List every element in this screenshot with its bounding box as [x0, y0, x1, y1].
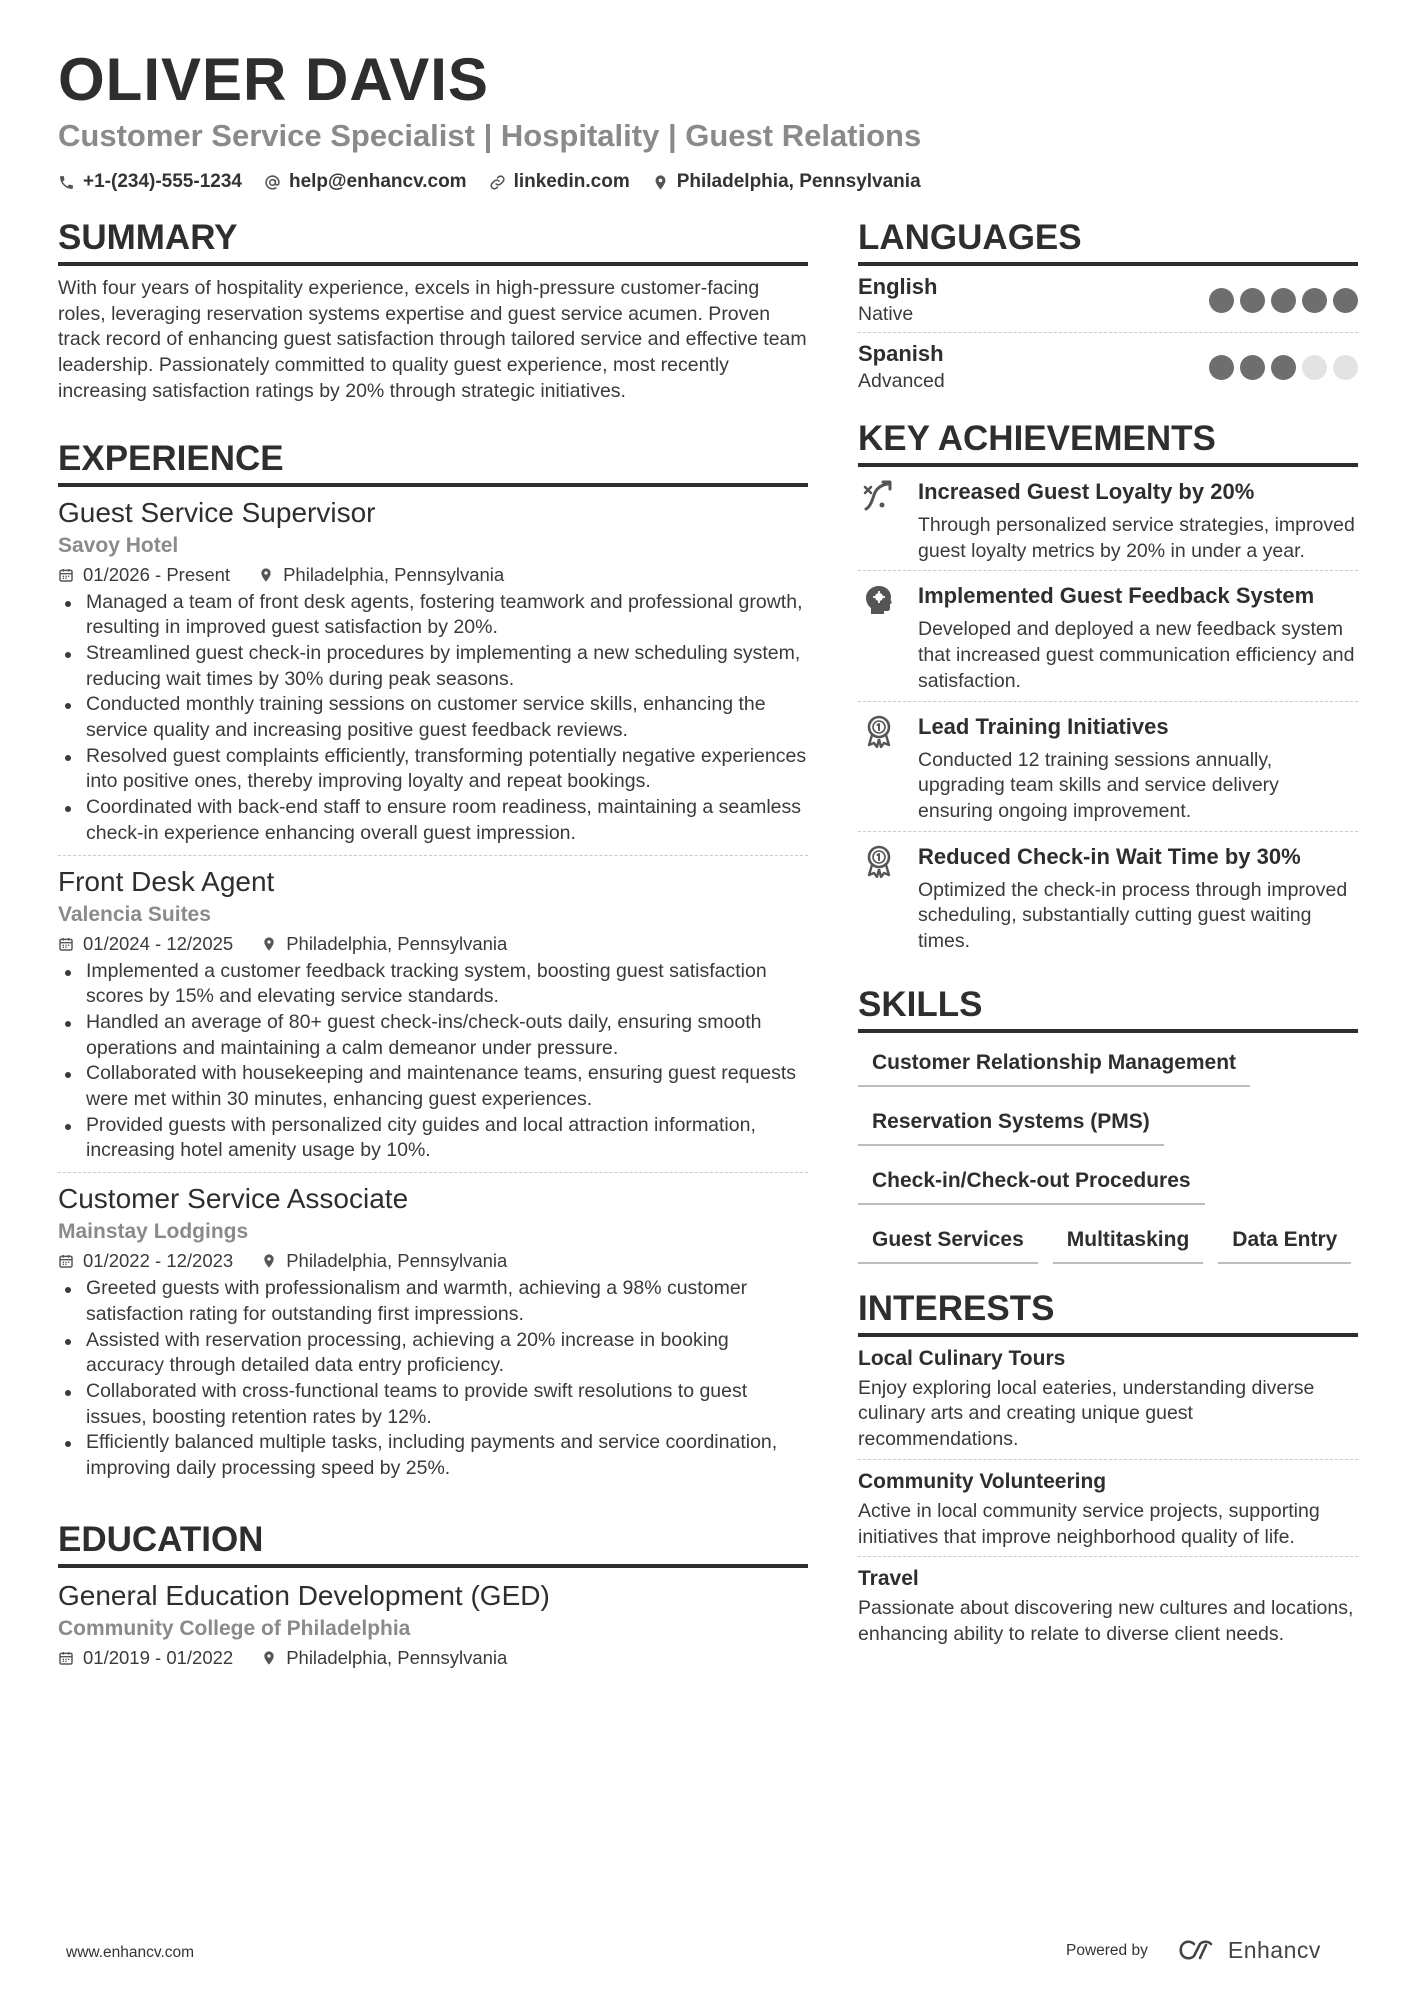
education-meta	[58, 1644, 808, 1672]
language-level: Native	[858, 303, 914, 325]
right-column	[858, 216, 1358, 1654]
achievement-item	[858, 832, 1358, 961]
education-heading: EDUCATION	[58, 1518, 808, 1568]
experience-heading: EXPERIENCE	[58, 437, 808, 487]
job-company: Valencia Suites	[58, 902, 211, 926]
rating-dot	[1271, 355, 1296, 380]
job-bullets	[58, 1276, 808, 1482]
rating-dot	[1271, 288, 1296, 313]
experience-entry	[58, 1173, 808, 1490]
job-bullet: Managed a team of front desk agents, fostering teamwork and professional growth, resulting in improved guest satisfaction by 20%.	[58, 590, 808, 641]
education-entry	[58, 1568, 808, 1680]
powered-by-text: Powered by	[1066, 1941, 1148, 1959]
brand-name: Enhancv	[1227, 1937, 1321, 1963]
languages-heading: LANGUAGES	[858, 216, 1358, 266]
education-dates-text: 01/2019 - 01/2022	[83, 1646, 234, 1668]
candidate-name: OLIVER DAVIS	[58, 46, 489, 113]
job-bullet: Conducted monthly training sessions on customer service skills, enhancing the service quality and increasing positive guest feedback reviews.	[58, 692, 808, 743]
job-location-text: Philadelphia, Pennsylvania	[286, 1250, 508, 1272]
skill-tag: Data Entry	[1218, 1216, 1351, 1264]
job-dates-text: 01/2022 - 12/2023	[83, 1250, 234, 1272]
skill-tag: Guest Services	[858, 1216, 1038, 1264]
achievement-item	[858, 702, 1358, 832]
language-item	[858, 266, 1358, 333]
rating-dot	[1333, 288, 1358, 313]
summary-text: With four years of hospitality experience, excels in high-pressure customer-facing roles, leveraging reservation systems expertise and guest service acumen. Proven track record of enhancing guest satisfaction through tailored service and effective team leadership. Passionately committed to quality guest experience, most recently increasing satisfaction ratings by 20% through strategic initiatives.	[58, 277, 807, 402]
job-title: Customer Service Associate	[58, 1183, 409, 1215]
education-location	[261, 1644, 507, 1672]
education-location-text: Philadelphia, Pennsylvania	[286, 1646, 508, 1668]
job-location-text: Philadelphia, Pennsylvania	[286, 932, 508, 954]
job-title: Guest Service Supervisor	[58, 496, 376, 528]
location-pin-icon	[261, 936, 277, 952]
achievement-desc: Through personalized service strategies, improved guest loyalty metrics by 20% in under a year.	[918, 514, 1355, 562]
skill-tag: Customer Relationship Management	[858, 1039, 1250, 1087]
linkedin-text: linkedin.com	[513, 171, 630, 192]
candidate-headline: Customer Service Specialist | Hospitality | Guest Relations	[58, 118, 922, 153]
job-bullet: Implemented a customer feedback tracking system, boosting guest satisfaction scores by 15% and elevating service standards.	[58, 959, 808, 1010]
job-dates	[58, 561, 230, 589]
left-column	[58, 216, 808, 1680]
interest-desc: Active in local community service projects, supporting initiatives that improve neighborhood quality of life.	[858, 1499, 1320, 1548]
contact-location	[652, 168, 921, 196]
location-pin-icon	[261, 1253, 277, 1269]
job-bullet: Streamlined guest check-in procedures by implementing a new scheduling system, reducing wait times by 30% during peak seasons.	[58, 641, 808, 692]
interest-title: Local Culinary Tours	[858, 1346, 1066, 1370]
achievement-item	[858, 467, 1358, 571]
footer-website[interactable]: www.enhancv.com	[66, 1944, 195, 1961]
growth-arrow-icon	[862, 479, 896, 513]
language-rating	[1209, 288, 1358, 313]
rating-dot	[1302, 288, 1327, 313]
achievement-title: Reduced Check-in Wait Time by 30%	[918, 843, 1301, 869]
rating-dot	[1240, 355, 1265, 380]
job-meta	[58, 1247, 808, 1275]
contact-phone[interactable]	[58, 168, 242, 196]
job-bullet: Provided guests with personalized city guides and local attraction information, increasing hotel amenity usage by 10%.	[58, 1113, 808, 1164]
achievements-heading: KEY ACHIEVEMENTS	[858, 417, 1358, 467]
job-company: Mainstay Lodgings	[58, 1220, 249, 1244]
achievement-title: Lead Training Initiatives	[918, 713, 1169, 739]
achievement-icon	[858, 581, 900, 694]
experience-entry	[58, 856, 808, 1174]
job-bullet: Collaborated with housekeeping and maintenance teams, ensuring guest requests were met within 30 minutes, enhancing guest experiences.	[58, 1061, 808, 1112]
interests-heading: INTERESTS	[858, 1287, 1358, 1337]
skill-tag: Multitasking	[1053, 1216, 1204, 1264]
phone-text: +1-(234)-555-1234	[83, 171, 242, 192]
language-name: English	[858, 274, 938, 299]
education-dates	[58, 1644, 233, 1672]
location-pin-icon	[261, 1650, 277, 1666]
job-bullet: Handled an average of 80+ guest check-ins/check-outs daily, ensuring smooth operations and maintaining a calm demeanor under pressure.	[58, 1010, 808, 1061]
location-pin-icon	[652, 174, 669, 191]
email-text: help@enhancv.com	[288, 171, 467, 192]
job-location	[261, 930, 507, 958]
skill-tag: Reservation Systems (PMS)	[858, 1098, 1164, 1146]
interest-desc: Passionate about discovering new cultures and locations, enhancing ability to relate to diverse client needs.	[858, 1597, 1354, 1645]
job-bullet: Resolved guest complaints efficiently, transforming potentially negative experiences into positive ones, thereby improving loyalty and repeat bookings.	[58, 744, 808, 795]
skills-list	[858, 1033, 1358, 1275]
location-pin-icon	[258, 567, 274, 583]
language-item	[858, 333, 1358, 399]
job-bullet: Coordinated with back-end staff to ensure room readiness, maintaining a seamless check-in experience enhancing overall guest impression.	[58, 795, 808, 846]
job-bullet: Efficiently balanced multiple tasks, including payments and service coordination, improving daily processing speed by 25%.	[58, 1430, 808, 1481]
achievements-list	[858, 467, 1358, 961]
calendar-icon	[58, 567, 74, 583]
rating-dot	[1240, 288, 1265, 313]
job-meta	[58, 561, 808, 589]
experience-list	[58, 487, 808, 1490]
rating-dot	[1302, 355, 1327, 380]
interest-title: Community Volunteering	[858, 1469, 1107, 1493]
job-location	[258, 561, 504, 589]
job-bullets	[58, 590, 808, 847]
job-dates-text: 01/2026 - Present	[83, 563, 231, 585]
achievement-icon	[858, 477, 900, 564]
calendar-icon	[58, 936, 74, 952]
language-level: Advanced	[858, 370, 945, 392]
at-sign-icon	[264, 174, 281, 191]
language-rating	[1209, 355, 1358, 380]
job-dates	[58, 1247, 233, 1275]
rating-dot	[1209, 288, 1234, 313]
link-icon	[489, 174, 506, 191]
achievement-icon	[858, 842, 900, 955]
achievement-title: Increased Guest Loyalty by 20%	[918, 479, 1255, 504]
rating-dot	[1209, 355, 1234, 380]
job-location	[261, 1247, 507, 1275]
head-idea-icon	[862, 583, 896, 617]
skill-tag: Check-in/Check-out Procedures	[858, 1157, 1205, 1205]
achievement-desc: Conducted 12 training sessions annually, upgrading team skills and service delivery ensuring ongoing improvement.	[918, 748, 1279, 822]
education-degree: General Education Development (GED)	[58, 1579, 550, 1611]
summary-heading: SUMMARY	[58, 216, 808, 266]
languages-list	[858, 266, 1358, 399]
interest-item	[858, 1337, 1358, 1460]
interest-desc: Enjoy exploring local eateries, understanding diverse culinary arts and creating unique guest recommendations.	[858, 1376, 1315, 1451]
award-badge-icon	[862, 844, 896, 878]
rating-dot	[1333, 355, 1358, 380]
phone-icon	[58, 174, 75, 191]
achievement-title: Implemented Guest Feedback System	[918, 583, 1315, 609]
job-dates-text: 01/2024 - 12/2025	[83, 932, 234, 954]
job-company: Savoy Hotel	[58, 533, 179, 557]
award-badge-icon	[862, 714, 896, 748]
enhancv-logo[interactable]	[1174, 1937, 1321, 1964]
enhancv-logo-icon	[1174, 1938, 1220, 1964]
language-name: Spanish	[858, 341, 944, 366]
skills-heading: SKILLS	[858, 983, 1358, 1033]
job-meta	[58, 930, 808, 958]
calendar-icon	[58, 1253, 74, 1269]
location-text: Philadelphia, Pennsylvania	[676, 171, 921, 192]
education-school: Community College of Philadelphia	[58, 1616, 411, 1640]
achievement-desc: Developed and deployed a new feedback system that increased guest communication efficiency and satisfaction.	[918, 618, 1355, 692]
achievement-icon	[858, 712, 900, 825]
job-dates	[58, 930, 233, 958]
contact-linkedin[interactable]	[489, 168, 630, 196]
interest-item	[858, 1557, 1358, 1653]
achievement-item	[858, 571, 1358, 701]
job-bullet: Collaborated with cross-functional teams to provide swift resolutions to guest issues, boosting retention rates by 12%.	[58, 1379, 808, 1430]
interest-item	[858, 1460, 1358, 1557]
job-title: Front Desk Agent	[58, 865, 275, 897]
experience-entry	[58, 487, 808, 856]
interest-title: Travel	[858, 1567, 919, 1591]
contact-bar	[58, 168, 921, 196]
job-bullet: Greeted guests with professionalism and warmth, achieving a 98% customer satisfaction rating for outstanding first impressions.	[58, 1276, 808, 1327]
achievement-desc: Optimized the check-in process through improved scheduling, substantially cutting guest waiting times.	[918, 878, 1348, 953]
job-bullet: Assisted with reservation processing, achieving a 20% increase in booking accuracy through detailed data entry proficiency.	[58, 1328, 808, 1379]
job-location-text: Philadelphia, Pennsylvania	[283, 563, 505, 585]
contact-email[interactable]	[264, 168, 467, 196]
job-bullets	[58, 959, 808, 1165]
interests-list	[858, 1337, 1358, 1654]
footer-branding	[1066, 1937, 1321, 1964]
calendar-icon	[58, 1650, 74, 1666]
